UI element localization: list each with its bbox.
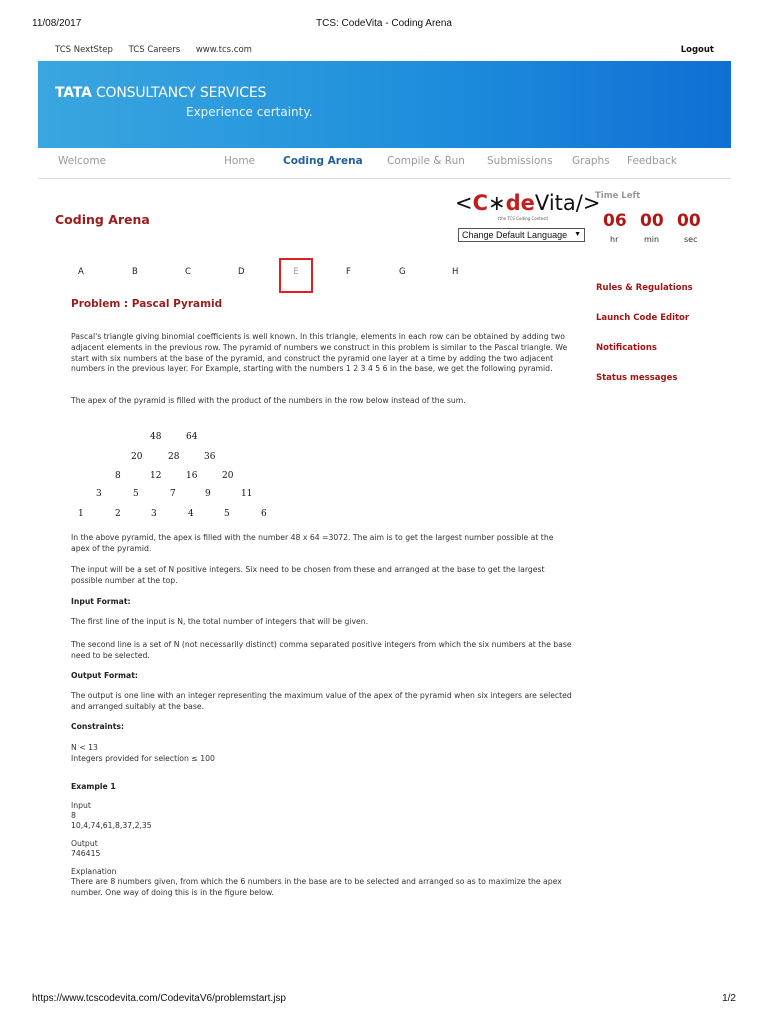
tab-problem-a[interactable]: A	[78, 267, 84, 277]
link-tcs-careers[interactable]: TCS Careers	[128, 45, 181, 55]
codevita-logo: <C∗deVita/>	[455, 191, 601, 215]
apex-note: The apex of the pyramid is filled with the product of the numbers in the row below instead of the sum.	[71, 396, 466, 405]
timer-seconds: 00	[677, 211, 701, 231]
print-url: https://www.tcscodevita.com/CodevitaV6/problemstart.jsp	[32, 993, 286, 1004]
input-format-heading: Input Format:	[71, 597, 131, 606]
nav-feedback[interactable]: Feedback	[627, 155, 678, 167]
input-description: The input will be a set of N positive integers. Six need to be chosen from these and arranged at the base to get the largest possible number at the top.	[71, 565, 545, 585]
logout-link[interactable]: Logout	[680, 45, 714, 55]
status-messages-link[interactable]: Status messages	[596, 373, 678, 383]
tab-problem-c[interactable]: C	[185, 267, 191, 277]
example-explanation-label: Explanation	[71, 867, 117, 876]
nav-welcome[interactable]: Welcome	[58, 155, 107, 167]
notifications-link[interactable]: Notifications	[596, 343, 657, 353]
example-input-label: Input	[71, 801, 91, 810]
after-pyramid: In the above pyramid, the apex is filled with the number 48 x 64 =3072. The aim is to get the largest number possible at the apex of the pyramid.	[71, 533, 554, 553]
example-output-value: 746415	[71, 849, 101, 858]
tab-problem-e[interactable]: E	[279, 258, 313, 293]
nav-coding-arena[interactable]: Coding Arena	[283, 155, 363, 167]
problem-tabs	[60, 258, 490, 293]
top-links	[55, 45, 265, 55]
constraint-1: N < 13	[71, 743, 98, 752]
chevron-down-icon: ▼	[574, 231, 581, 238]
time-left-label: Time Left	[595, 191, 641, 201]
example-heading: Example 1	[71, 782, 116, 791]
problem-title: Problem : Pascal Pyramid	[71, 298, 223, 310]
page-title: Coding Arena	[55, 212, 150, 227]
example-input-values: 10,4,74,61,8,37,2,35	[71, 821, 152, 830]
tcs-logo: TATA CONSULTANCY SERVICES	[55, 85, 267, 101]
output-format-heading: Output Format:	[71, 671, 138, 680]
print-page-number: 1/2	[722, 993, 736, 1004]
tab-problem-d[interactable]: D	[238, 267, 245, 277]
constraint-2: Integers provided for selection ≤ 100	[71, 754, 215, 763]
tagline: Experience certainty.	[186, 105, 313, 119]
main-nav	[38, 155, 731, 169]
timer-hours: 06	[603, 211, 627, 231]
print-date: 11/08/2017	[32, 18, 82, 29]
rules-link[interactable]: Rules & Regulations	[596, 283, 693, 293]
output-description: The output is one line with an integer representing the maximum value of the apex of the pyramid when six integers are selected and arranged suitably at the base.	[71, 691, 572, 711]
tab-problem-g[interactable]: G	[399, 267, 406, 277]
print-title: TCS: CodeVita - Coding Arena	[315, 18, 452, 29]
codevita-subtitle: (the TCS Coding Contest)	[498, 216, 549, 221]
nav-graphs[interactable]: Graphs	[572, 155, 610, 167]
example-input-n: 8	[71, 811, 76, 820]
constraints-heading: Constraints:	[71, 722, 125, 731]
tab-problem-f[interactable]: F	[346, 267, 351, 277]
launch-editor-link[interactable]: Launch Code Editor	[596, 313, 690, 323]
header-banner	[38, 61, 731, 148]
input-line-2: The second line is a set of N (not necessarily distinct) comma separated positive integers from which the six numbers at the base need to be selected.	[71, 640, 572, 660]
tab-problem-h[interactable]: H	[452, 267, 459, 277]
timer-minutes: 00	[640, 211, 664, 231]
tab-problem-b[interactable]: B	[132, 267, 138, 277]
nav-submissions[interactable]: Submissions	[487, 155, 553, 167]
nav-divider	[38, 178, 731, 179]
example-output-label: Output	[71, 839, 98, 848]
problem-intro: Pascal's triangle giving binomial coefficients is well known. In this triangle, elements in each row can be obtained by adding two adjacent elements in the previous row. The pyramid of numbers we construct in this problem is similar to the Pascal triangle. We start with six numbers at the base of the pyramid, and construct the pyramid one layer at a time by adding the two adjacent numbers in the previous layer. For Example, starting with the numbers 1 2 3 4 5 6 in the base, we get the following pyramid.	[71, 332, 568, 374]
nav-compile-run[interactable]: Compile & Run	[387, 155, 465, 167]
input-line-1: The first line of the input is N, the total number of integers that will be given.	[71, 617, 369, 626]
nav-home[interactable]: Home	[224, 155, 256, 167]
link-tcs-nextstep[interactable]: TCS NextStep	[55, 45, 113, 55]
link-tcs-com[interactable]: www.tcs.com	[195, 45, 252, 55]
example-explanation: There are 8 numbers given, from which the 6 numbers in the base are to be selected and arranged so as to maximize the apex number. One way of doing this is in the figure below.	[71, 877, 562, 897]
language-select[interactable]: Change Default Language ▼	[458, 228, 585, 242]
